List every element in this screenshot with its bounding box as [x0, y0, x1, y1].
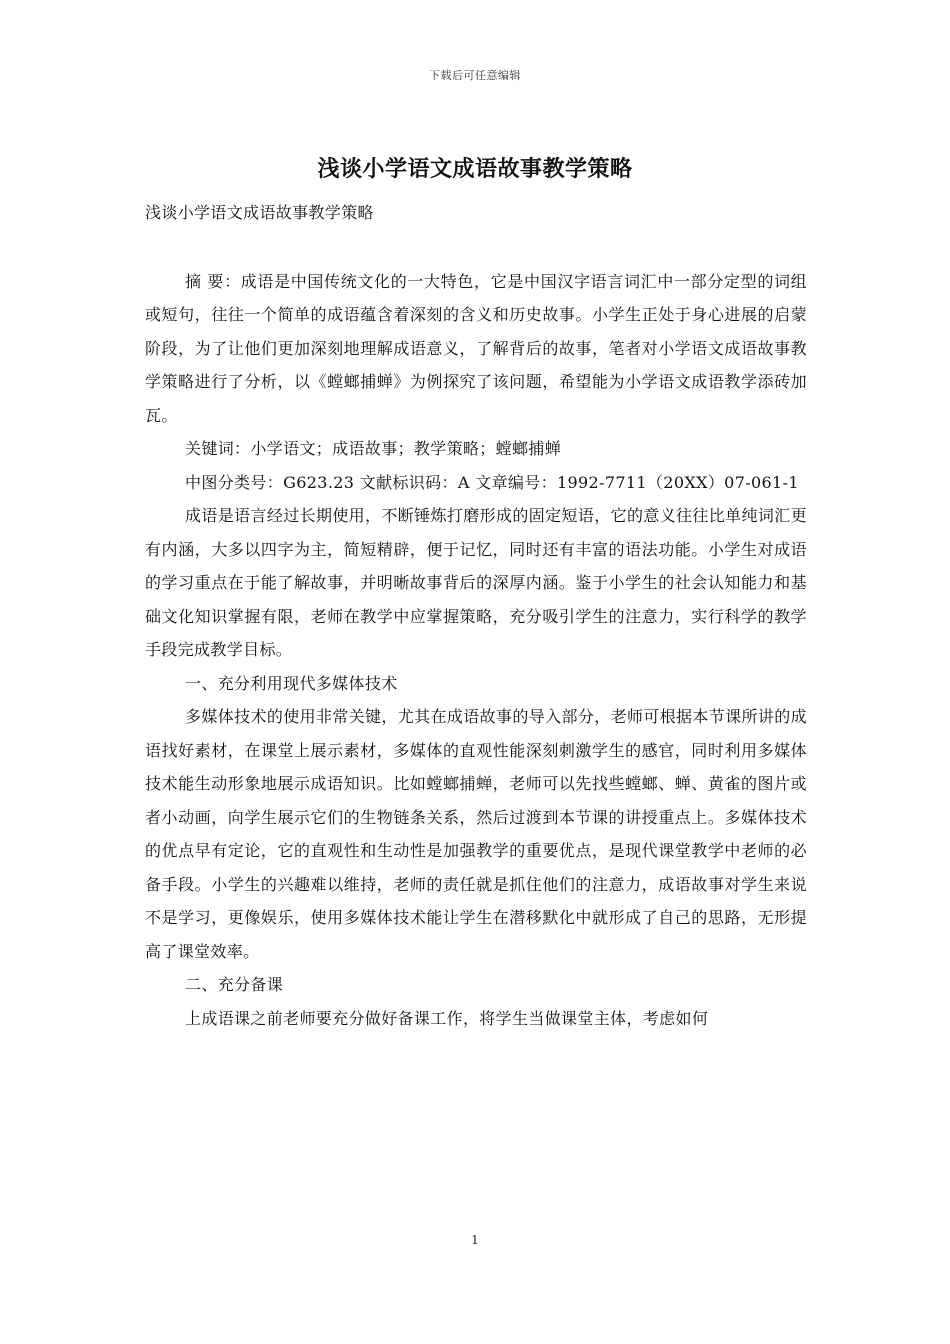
section-2-heading: 二、充分备课: [185, 975, 284, 994]
document-title: 浅谈小学语文成语故事教学策略: [317, 156, 633, 182]
keywords-line: 关键词：小学语文；成语故事；教学策略；螳螂捕蝉: [185, 439, 562, 458]
classification-line: 中图分类号：G623.23 文献标识码：A 文章编号：1992-7711（20XX）07-061-1: [185, 472, 799, 492]
document-subtitle: 浅谈小学语文成语故事教学策略: [145, 203, 374, 222]
spacer: [145, 230, 807, 265]
page-number: 1: [471, 1233, 479, 1247]
section-1-paragraph: 多媒体技术的使用非常关键，尤其在成语故事的导入部分，老师可根据本节课所讲的成语找好素材，在课堂上展示素材，多媒体的直观性能深刻刺激学生的感官，同时利用多媒体技术能生动形象地展示成语知识。比如螳螂捕蝉，老师可以先找些螳螂、蝉、黄雀的图片或者小动画，向学生展示它们的生物链条关系，然后过渡到本节课的讲授重点上。多媒体技术的优点早有定论，它的直观性和生动性是加强教学的重要优点，是现代课堂教学中老师的必备手段。小学生的兴趣难以维持，老师的责任就是抓住他们的注意力，成语故事对学生来说不是学习，更像娱乐，使用多媒体技术能让学生在潜移默化中就形成了自己的思路，无形提高了课堂效率。: [145, 707, 807, 961]
page-header-note: 下载后可任意编辑: [429, 69, 521, 82]
section-2-paragraph: 上成语课之前老师要充分做好备课工作，将学生当做课堂主体，考虑如何: [185, 1008, 709, 1028]
abstract-paragraph: 摘 要：成语是中国传统文化的一大特色，它是中国汉字语言词汇中一部分定型的词组或短句，往往一个简单的成语蕴含着深刻的含义和历史故事。小学生正处于身心进展的启蒙阶段，为了让他们更加深刻地理解成语意义，了解背后的故事，笔者对小学语文成语故事教学策略进行了分析，以《螳螂捕蝉》为例探究了该问题，希望能为小学语文成语教学添砖加瓦。: [145, 271, 807, 425]
document-body: [145, 196, 807, 1035]
intro-paragraph: 成语是语言经过长期使用，不断锤炼打磨形成的固定短语，它的意义往往比单纯词汇更有内涵，大多以四字为主，简短精辟，便于记忆，同时还有丰富的语法功能。小学生对成语的学习重点在于能了解故事，并明晰故事背后的深厚内涵。鉴于小学生的社会认知能力和基础文化知识掌握有限，老师在教学中应掌握策略，充分吸引学生的注意力，实行科学的教学手段完成教学目标。: [145, 506, 807, 659]
section-1-heading: 一、充分利用现代多媒体技术: [185, 673, 398, 693]
